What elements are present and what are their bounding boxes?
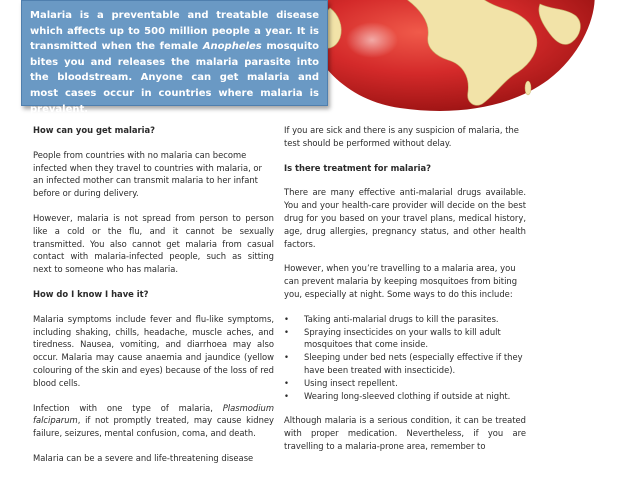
- list-item: • Wearing long-sleeved clothing if outside at night.: [284, 390, 526, 403]
- paragraph-prevention: However, when you’re travelling to a malaria area, you can prevent malaria by keeping mosquitoes from biting you, especially at night. Some ways to do this include:: [284, 263, 518, 299]
- paragraph-test: If you are sick and there is any suspicion of malaria, the test should be performed without delay.: [284, 125, 519, 148]
- paragraph-symptoms: Malaria symptoms include fever and flu-like symptoms, including shaking, chills, headache, muscle aches, and tiredness. Nausea, vomiting, and diarrhoea may also occur. Malaria may cause anaemia and jaundice (yellow colouring of the skin and eyes) because of the loss of red blood cells.: [33, 313, 274, 388]
- falciparum-species: Plasmodium falciparum: [33, 402, 274, 426]
- intro-sentence-1: Malaria is a preventable and treatable disease which affects up to 500 million people a year. It is transmitted when the female: [30, 10, 319, 53]
- falciparum-text-b: , if not promptly treated, may cause kidney failure, seizures, mental confusion, coma, and death.: [33, 415, 274, 439]
- list-item: • Spraying insecticides on your walls to kill adult mosquitoes that come inside.: [284, 326, 526, 352]
- list-item: • Taking anti-malarial drugs to kill the parasites.: [284, 313, 526, 326]
- right-column: [284, 124, 526, 465]
- list-item: • Using insect repellent.: [284, 377, 526, 390]
- list-item: • Sleeping under bed nets (especially effective if they have been treated with insecticide).: [284, 351, 526, 377]
- paragraph-conclusion: Although malaria is a serious condition, it can be treated with proper medication. Nevertheless, if you are travelling to a malaria-prone area, remember to: [284, 415, 526, 451]
- paragraph-severe: Malaria can be a severe and life-threatening disease: [33, 452, 254, 463]
- paragraph-transmission: People from countries with no malaria can become infected when they travel to countries with malaria, or an infected mother can transmit malaria to her infant before or during delivery.: [33, 149, 262, 199]
- paragraph-drugs: There are many effective anti-malarial drugs available. You and your health-care provider will decide on the best drug for you based on your travel plans, medical history, age, drug allergies, pregnancy status, and other health factors.: [284, 187, 526, 249]
- intro-text: [30, 8, 319, 117]
- heading-how-get-malaria: How can you get malaria?: [33, 125, 156, 135]
- left-column: [33, 124, 274, 477]
- intro-species: Anopheles: [202, 41, 262, 53]
- falciparum-text-a: Infection with one type of malaria,: [33, 402, 223, 413]
- paragraph-falciparum: [33, 402, 274, 440]
- prevention-list: [284, 313, 526, 403]
- intro-sentence-2: mosquito bites you and releases the malaria parasite into the bloodstream. Anyone can get malaria and most cases occur in countries where malaria is prevalent.: [30, 41, 319, 115]
- heading-how-know: How do I know I have it?: [33, 288, 149, 299]
- intro-callout: [21, 0, 328, 115]
- paragraph-not-spread: However, malaria is not spread from person to person like a cold or the flu, and it cannot be sexually transmitted. You also cannot get malaria from casual contact with malaria-infected people, such as sitting next to someone who has malaria.: [33, 212, 274, 275]
- heading-treatment: Is there treatment for malaria?: [284, 162, 432, 173]
